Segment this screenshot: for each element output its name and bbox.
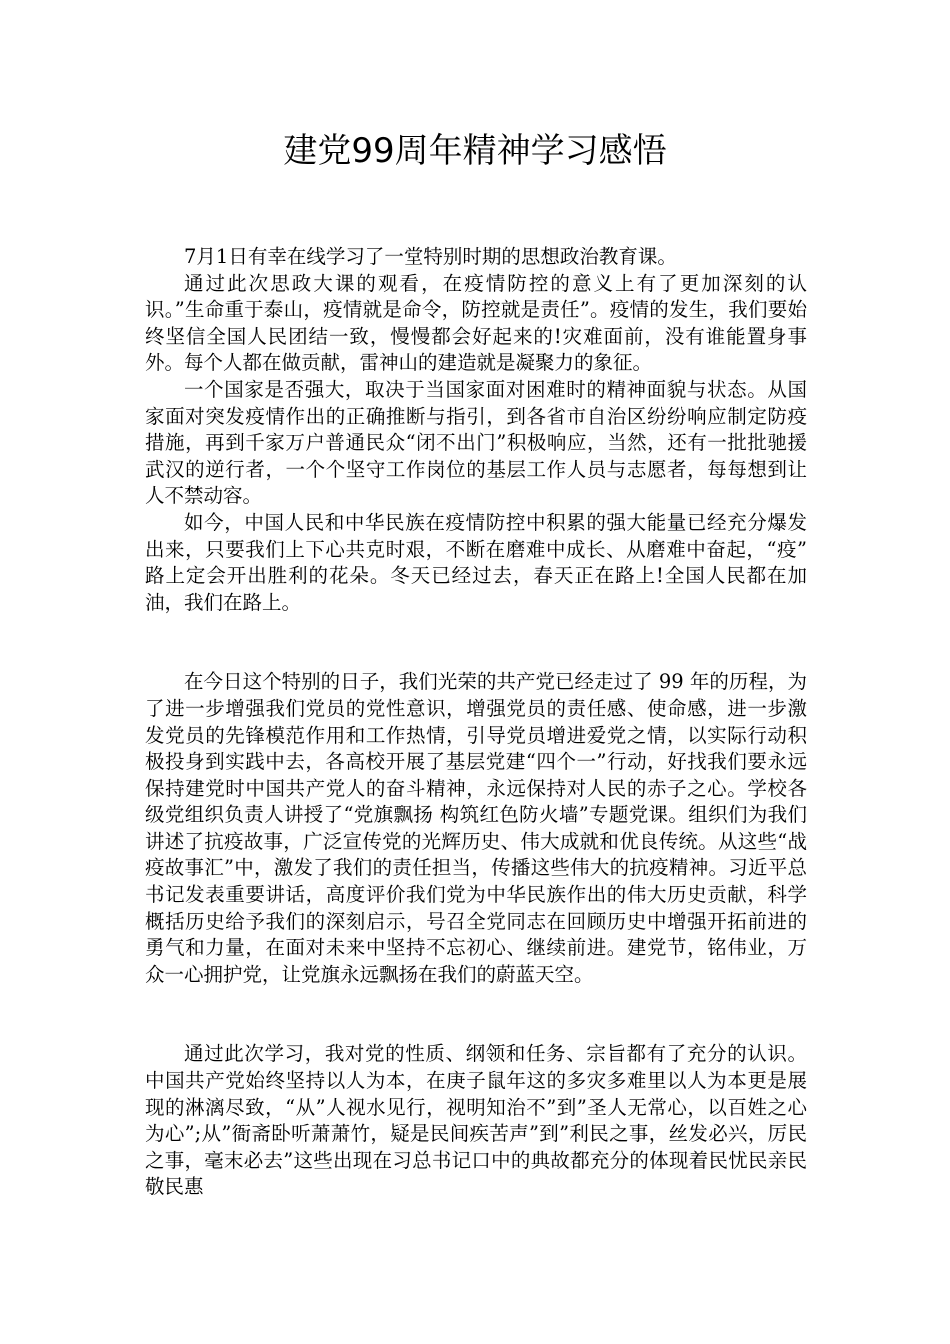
paragraph-6: 通过此次学习，我对党的性质、纲领和任务、宗旨都有了充分的认识。中国共产党始终坚持以人为本，在庚子鼠年这的多灾多难里以人为本更是展现的淋漓尽致，“从”人视水见行，视明知治不”到”圣人无常心，以百姓之心为心”;从”衙斋卧听萧萧竹，疑是民间疾苦声”到”利民之事，丝发必兴，厉民之事，毫末必去”这些出现在习总书记口中的典故都充分的体现着民忧民亲民敬民惠 (145, 1042, 807, 1199)
paragraph-3: 一个国家是否强大，取决于当国家面对困难时的精神面貌与状态。从国家面对突发疫情作出的正确推断与指引，到各省市自治区纷纷响应制定防疫措施，再到千家万户普通民众“闭不出门”积极响应，当然，还有一批批驰援武汉的逆行者，一个个坚守工作岗位的基层工作人员与志愿者，每每想到让人不禁动容。 (145, 377, 807, 508)
paragraph-spacer (145, 616, 807, 669)
document-body (145, 244, 807, 1201)
document-title: 建党99周年精神学习感悟 (283, 131, 667, 171)
paragraph-4: 如今，中国人民和中华民族在疫情防控中积累的强大能量已经充分爆发出来，只要我们上下心共克时艰，不断在磨难中成长、从磨难中奋起，“疫” 路上定会开出胜利的花朵。冬天已经过去，春天正在路上!全国人民都在加油，我们在路上。 (145, 510, 807, 614)
paragraph-5: 在今日这个特别的日子，我们光荣的共产党已经走过了 99 年的历程，为了进一步增强我们党员的党性意识，增强党员的责任感、使命感，进一步激发党员的先锋模范作用和工作热情，引导党员增进爱党之情，以实际行动积极投身到实践中去，各高校开展了基层党建“四个一”行动，好找我们要永远保持建党时中国共产党人的奋斗精神，永远保持对人民的赤子之心。学校各级党组织负责人讲授了“党旗飘扬 构筑红色防火墙”专题党课。组织们为我们讲述了抗疫故事，广泛宣传党的光辉历史、伟大成就和优良传统。从这些“战疫故事汇”中，激发了我们的责任担当，传播这些伟大的抗疫精神。习近平总书记发表重要讲话，高度评价我们党为中华民族作出的伟大历史贡献，科学概括历史给予我们的深刻启示，号召全党同志在回顾历史中增强开拓前进的勇气和力量，在面对未来中坚持不忘初心、继续前进。建党节，铭伟业，万众一心拥护党，让党旗永远飘扬在我们的蔚蓝天空。 (145, 670, 807, 986)
paragraph-1: 7月1日有幸在线学习了一堂特别时期的思想政治教育课。 (184, 245, 677, 268)
paragraph-spacer (145, 988, 807, 1041)
paragraph-2: 通过此次思政大课的观看，在疫情防控的意义上有了更加深刻的认识。”生命重于泰山，疫情就是命令，防控就是责任”。疫情的发生，我们要始终坚信全国人民团结一致，慢慢都会好起来的!灾难面前，没有谁能置身事外。每个人都在做贡献，雷神山的建造就是凝聚力的象征。 (145, 271, 807, 375)
